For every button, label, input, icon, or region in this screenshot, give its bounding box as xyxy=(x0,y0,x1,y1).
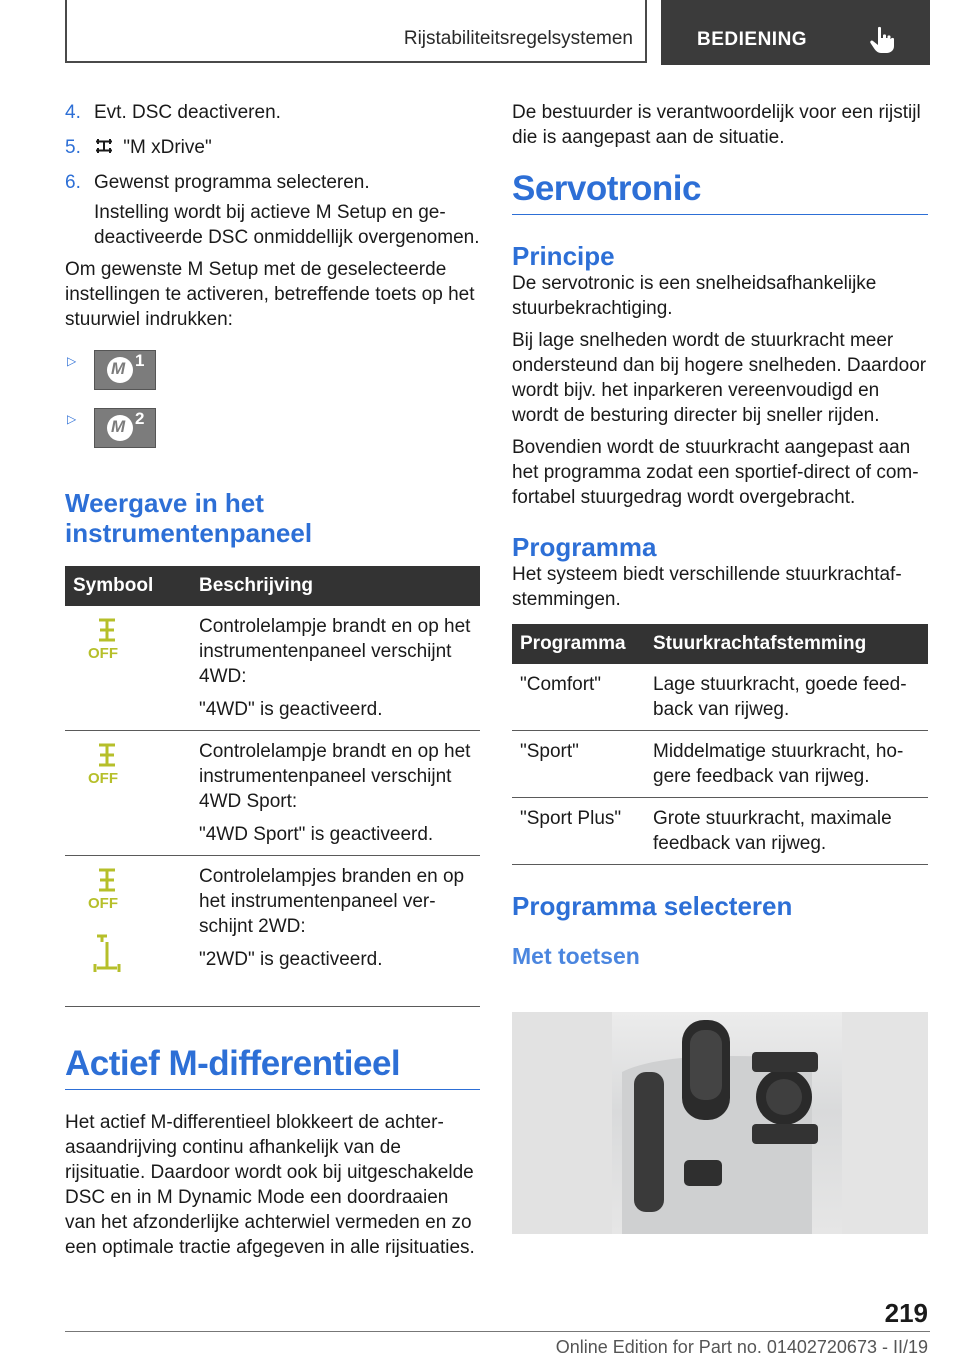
heading-rule xyxy=(65,1089,480,1090)
m1-button-icon xyxy=(94,350,156,390)
principe-heading: Principe xyxy=(512,241,615,271)
m1-key-item xyxy=(65,350,480,402)
section-tab xyxy=(65,0,647,63)
principe-paragraph: Bovendien wordt de stuurkracht aangepast aan het programma zodat een sportief-direct of comfortabel stuurgedrag wordt overgebracht. xyxy=(512,437,919,508)
list-marker: ▷ xyxy=(67,354,77,368)
table-cell: Grote stuurkracht, maximale feedback van rijweg. xyxy=(645,798,928,865)
table-header: Symbool xyxy=(65,566,191,606)
diff-paragraph: Het actief M-differentieel blokkeert de achterasaandrijving continu afhankelijk van de rijsituatie. Daardoor wordt ook bij uitgeschakelde DSC en in M Dynamic Mode een doordraaien van het afzonderlijke achterwiel vermeden en zo een optimale tractie afgegeven in alle rijsituaties. xyxy=(65,1112,475,1258)
list-marker: ▷ xyxy=(67,412,77,426)
step-text: Gewenst programma selecteren. xyxy=(94,172,370,193)
section-title: Rijstabiliteitsregelsystemen xyxy=(403,28,633,49)
table-cell: "Sport Plus" xyxy=(512,798,645,865)
servotronic-heading: Servotronic xyxy=(512,169,701,208)
page-number: 219 xyxy=(884,1298,928,1328)
programma-table xyxy=(512,624,928,865)
cell-text: "2WD" is geactiveerd. xyxy=(199,949,383,970)
table-row xyxy=(65,856,480,1007)
table-header: Stuurkrachtafstemming xyxy=(645,624,928,664)
driver-responsibility-text: De bestuurder is verantwoordelijk voor een rijstijl die is aangepast aan de situatie. xyxy=(512,102,921,148)
edition-text: Online Edition for Part no. 01402720673 - II/19 xyxy=(555,1337,928,1357)
cell-text: "4WD Sport" is geactiveerd. xyxy=(199,824,434,845)
principe-paragraph: De servotronic is een snelheidsafhankelijke stuurbekrachtiging. xyxy=(512,273,877,319)
step-number: 4. xyxy=(65,102,81,123)
hand-pointer-icon xyxy=(869,26,895,54)
diff-heading: Actief M-differentieel xyxy=(65,1044,401,1083)
4wd-off-icon xyxy=(87,618,127,662)
cell-text: Controlelampje brandt en op het instrumentenpaneel verschijnt 4WD Sport: xyxy=(199,741,471,812)
page-header xyxy=(65,0,930,66)
footer-rule xyxy=(65,1331,930,1332)
left-column xyxy=(65,100,480,1260)
xdrive-axle-icon xyxy=(94,136,114,156)
table-row xyxy=(512,731,928,798)
key-number: 2 xyxy=(135,409,145,428)
table-cell: Middelmatige stuurkracht, hogere feedback van rijweg. xyxy=(645,731,928,798)
step-6 xyxy=(65,170,480,195)
table-row xyxy=(512,664,928,731)
table-cell: Lage stuurkracht, goede feedback van rijweg. xyxy=(645,664,928,731)
table-row xyxy=(512,798,928,865)
svg-text:OFF: OFF xyxy=(88,895,118,912)
2wd-axle-icon xyxy=(87,932,127,976)
m2-key-item xyxy=(65,408,480,460)
select-heading: Programma selecteren xyxy=(512,891,793,921)
m-setup-intro: Om gewenste M Setup met de geselecteerde instellingen te activeren, betreffende toets op het stuurwiel indrukken: xyxy=(65,259,475,330)
programma-heading: Programma xyxy=(512,532,657,562)
table-header: Programma xyxy=(512,624,645,664)
chapter-tab xyxy=(661,0,930,65)
display-table xyxy=(65,566,480,1007)
4wd-off-icon xyxy=(87,868,127,912)
display-heading: Weergave in het instrumentenpaneel xyxy=(65,488,313,548)
key-letter: M xyxy=(111,359,126,378)
4wd-off-icon xyxy=(87,743,127,787)
cell-text: "4WD" is geactiveerd. xyxy=(199,699,383,720)
step-text: "M xDrive" xyxy=(123,137,212,158)
key-number: 1 xyxy=(135,351,145,370)
key-letter: M xyxy=(111,417,126,436)
step-4 xyxy=(65,100,480,125)
table-cell: "Comfort" xyxy=(512,664,645,731)
step-text: Evt. DSC deactiveren. xyxy=(94,102,281,123)
table-header: Beschrijving xyxy=(191,566,480,606)
keys-subheading: Met toetsen xyxy=(512,943,640,969)
table-row xyxy=(65,606,480,731)
programma-paragraph: Het systeem biedt verschillende stuurkrachtafstemmingen. xyxy=(512,564,902,610)
step-6-note: Instelling wordt bij actieve M Setup en gedeactiveerde DSC onmiddellijk overgenomen. xyxy=(94,202,480,248)
table-row xyxy=(65,731,480,856)
cell-text: Controlelampjes branden en op het instrumentenpaneel verschijnt 2WD: xyxy=(199,866,465,937)
table-cell: "Sport" xyxy=(512,731,645,798)
cell-text: Controlelampje brandt en op het instrumentenpaneel verschijnt 4WD: xyxy=(199,616,471,687)
heading-rule xyxy=(512,214,928,215)
step-number: 6. xyxy=(65,172,81,193)
m2-button-icon xyxy=(94,408,156,448)
chapter-title: BEDIENING xyxy=(697,29,808,50)
svg-text:OFF: OFF xyxy=(88,770,118,787)
step-number: 5. xyxy=(65,137,81,158)
step-5 xyxy=(65,135,480,160)
principe-paragraph: Bij lage snelheden wordt de stuurkracht meer ondersteund dan bij hogere snelheden. Daardoor wordt bijv. het inparkeren vereenvoudigd en wordt de besturing directer bij sneller rijden. xyxy=(512,330,927,426)
right-column xyxy=(512,100,928,970)
svg-text:OFF: OFF xyxy=(88,645,118,662)
center-console-photo xyxy=(512,1012,928,1234)
